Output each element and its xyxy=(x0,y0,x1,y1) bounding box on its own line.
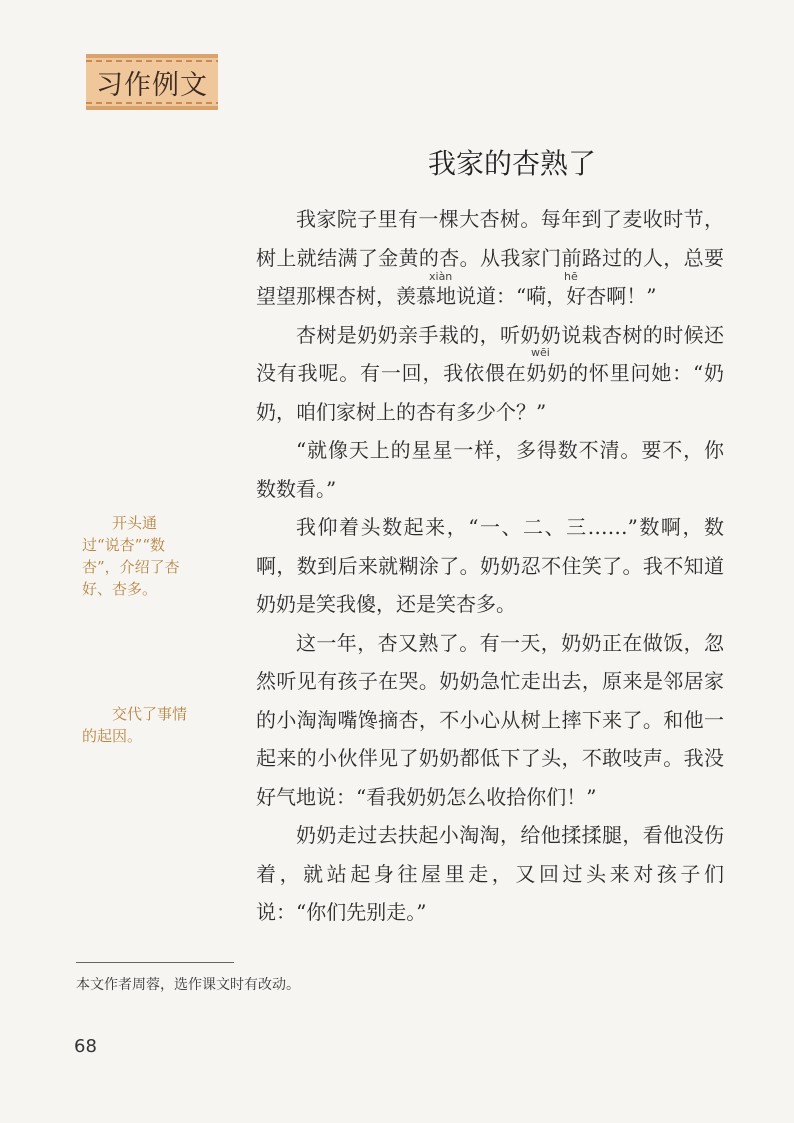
section-tag: 习作例文 xyxy=(86,54,218,110)
paragraph-1 xyxy=(256,200,724,316)
paragraph-5 xyxy=(256,624,724,817)
footnote-divider xyxy=(76,962,234,963)
footnote: 本文作者周蓉，选作课文时有改动。 xyxy=(76,977,300,993)
paragraph-4 xyxy=(256,508,724,624)
side-note-2 xyxy=(82,703,194,747)
paragraph-4-text: 我仰着头数起来，“一、二、三……”数啊，数啊，数到后来就糊涂了。奶奶忍不住笑了。我不知道奶奶是笑我傻，还是笑杏多。 xyxy=(256,515,724,616)
paragraph-2 xyxy=(256,316,724,432)
side-note-1-text: 开头通过“说杏”“数杏”，介绍了杏好、杏多。 xyxy=(82,514,180,598)
paragraph-2-text: 杏树是奶奶亲手栽的，听奶奶说栽杏树的时候还没有我呢。有一回，我依偎在奶奶的怀里问她：“奶奶，咱们家树上的杏有多少个？” xyxy=(256,322,724,424)
essay-body xyxy=(256,200,724,932)
page-number: 68 xyxy=(74,1036,97,1057)
paragraph-1-text: 我家院子里有一棵大杏树。每年到了麦收时节，树上就结满了金黄的杏。从我家门前路过的人，总要望望那棵杏树，羡慕地说道：“嗬，好杏啊！” xyxy=(256,207,724,308)
paragraph-3 xyxy=(256,431,724,508)
paragraph-5-text: 这一年，杏又熟了。有一天，奶奶正在做饭，忽然听见有孩子在哭。奶奶急忙走出去，原来是邻居家的小淘淘嘴馋摘杏，不小心从树上摔下来了。和他一起来的小伙伴见了奶奶都低下了头，不敢吱声。我没好气地说：“看我奶奶怎么收拾你们！” xyxy=(256,630,724,809)
paragraph-6 xyxy=(256,816,724,932)
pinyin-he: hē xyxy=(564,270,578,283)
paragraph-6-text: 奶奶走过去扶起小淘淘，给他揉揉腿，看他没伤着，就站起身往屋里走，又回过头来对孩子们说：“你们先别走。” xyxy=(256,823,724,924)
essay-title: 我家的杏熟了 xyxy=(427,147,596,180)
side-note-1 xyxy=(82,512,194,600)
paragraph-3-text: “就像天上的星星一样，多得数不清。要不，你数数看。” xyxy=(256,438,724,501)
pinyin-wei: wēi xyxy=(531,346,550,359)
pinyin-xian: xiàn xyxy=(429,270,453,283)
side-note-2-text: 交代了事情的起因。 xyxy=(82,705,188,745)
